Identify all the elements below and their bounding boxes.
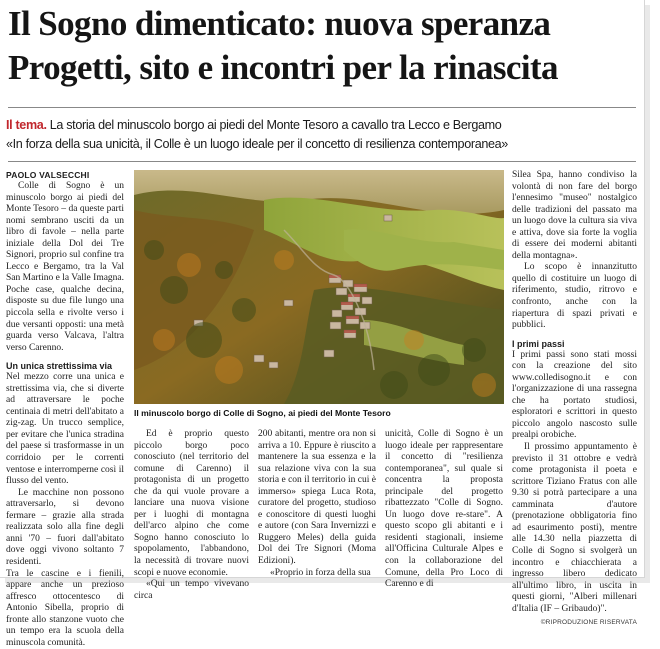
article-column-3 (258, 429, 376, 557)
divider-bottom (8, 161, 636, 162)
kicker-label: Il tema. (6, 118, 47, 132)
article-column-5 (512, 170, 637, 558)
headline-line-1: Il Sogno dimenticato: nuova speranza (8, 2, 648, 46)
paragraph: unicità, Colle di Sogno è un luogo ideale per rappresentare il concetto di "resilienza contemporanea", sul quale si concentra la proposta principale del progetto ribattezzato "Colle di Sogno. Un luogo dove re-stare". A questo scopo gli abitanti e i residenti stagionali, insieme all'Officina Culturale Alpes e con la collaborazione del Comune, della Pro Loco di Carenno e di (385, 429, 503, 591)
subheading: I primi passi (512, 338, 637, 350)
paragraph: Le macchine non possono attraversarlo, si devono fermare – grazie alla strada realizzata solo alla fine degli anni '70 – fuori dall'abitato dove oggi vivono soltanto 7 residenti. (6, 488, 124, 569)
paragraph: «Proprio in forza della sua (258, 568, 376, 580)
paragraph: Il prossimo appuntamento è previsto il 31 ottobre e vedrà come protagonista il poeta e scrittore Tiziano Fratus con alle 9.30 si potrà partecipare a una camminata d'autore (prenotazione obbligatoria fino ad esaurimento posti), mentre alle 14.30 nella piazzetta di Colle di Sogno si svolgerà un incontro e chiacchierata a ingresso libero dedicato all'ultimo libro, in uscita in questi giorni, "Alberi millenari d'Italia (IF – Gribaudo)". (512, 442, 637, 615)
article-column-1 (6, 170, 124, 558)
paragraph: Colle di Sogno è un minuscolo borgo ai piedi del Monte Tesoro – da queste parti nomi sembrano usciti da un libro di favole – nella parte iniziale della Dol dei Tre Signori, proprio sul confine tra Lecco e Bergamo, tra la Val San Martino e la Valle Imagna. Poche case, qualche decina, disposte su due file lungo una piccola sella e rivolte verso i due versanti opposti: una metà guarda verso Valcava, l'altra verso Carenno. (6, 181, 124, 354)
article-column-4 (385, 429, 503, 557)
paragraph: Nel mezzo corre una unica e strettissima via, che si diverte ad attraversare le poche centinaia di metri dell'abitato a zig-zag. Un trucco semplice, per evitare che l'unica stradina del paese si trasformasse in un corridoio per le correnti ventose e interromperne così il flusso del vento. (6, 372, 124, 487)
summary-line-2: «In forza della sua unicità, il Colle è un luogo ideale per il concetto di resilienza contemporanea» (6, 135, 638, 153)
headline-line-2: Progetti, sito e incontri per la rinascita (8, 46, 648, 90)
subheading: Un unica strettissima via (6, 360, 124, 372)
paragraph: Ed è proprio questo piccolo borgo poco conosciuto (nel territorio del comune di Carenno) il protagonista di un progetto che da qui vuole provare a lanciare una nuova visione per i luoghi di montagna dell'arco alpino che come Sogno hanno conosciuto lo spopolamento, l'abbandono, la necessità di trovare nuovi scopi e nuove economie. (134, 429, 249, 579)
copyright-notice: ©RIPRODUZIONE RISERVATA (512, 617, 637, 629)
summary-text-1: La storia del minuscolo borgo ai piedi del Monte Tesoro a cavallo tra Lecco e Bergamo (50, 118, 502, 132)
village-photo (134, 170, 504, 404)
byline: PAOLO VALSECCHI (6, 170, 124, 181)
summary-line-1 (6, 116, 638, 134)
paragraph: Lo scopo è innanzitutto quello di costituire un luogo di riferimento, studio, ritrovo e confronto, anche con la riapertura di spazi privati e pubblici. (512, 262, 637, 331)
paragraph: Silea Spa, hanno condiviso la volontà di non fare del borgo l'ennesimo "museo" nostalgico delle tradizioni del passato ma un luogo dove la cultura sia viva e attiva, dove sia forte la voglia di essere dei moderni abitanti della montagna». (512, 170, 637, 262)
paragraph: I primi passi sono stati mossi con la creazione del sito www.colledisogno.it e con l'organizzazione di una rassegna che ha portato studiosi, esploratori e scrittori in questo piccolo angolo nascosto sulle prealpi orobiche. (512, 350, 637, 442)
photo-caption: Il minuscolo borgo di Colle di Sogno, ai piedi del Monte Tesoro (134, 407, 504, 419)
article-column-2 (134, 429, 249, 557)
paragraph: «Qui un tempo vivevano circa (134, 579, 249, 602)
village-aerial-image (134, 170, 504, 404)
divider-top (8, 107, 636, 108)
paragraph: Tra le cascine e i fienili, appare anche un prezioso affresco ottocentesco di Antonio Sibella, proprio di fronte allo stanzone vuoto che un tempo era la scuola della minuscola comunità. (6, 569, 124, 649)
paragraph: 200 abitanti, mentre ora non si arriva a 10. Eppure è riuscito a mantenere la sua essenza e la sua relazione viva con la sua storia e con il territorio in cui è immerso» spiega Luca Rota, curatore del progetto, studioso e conoscitore di questi luoghi e autore (con Sara Invernizzi e Ruggero Meles) della guida Dol dei Tre Signori (Moma Edizioni). (258, 429, 376, 568)
